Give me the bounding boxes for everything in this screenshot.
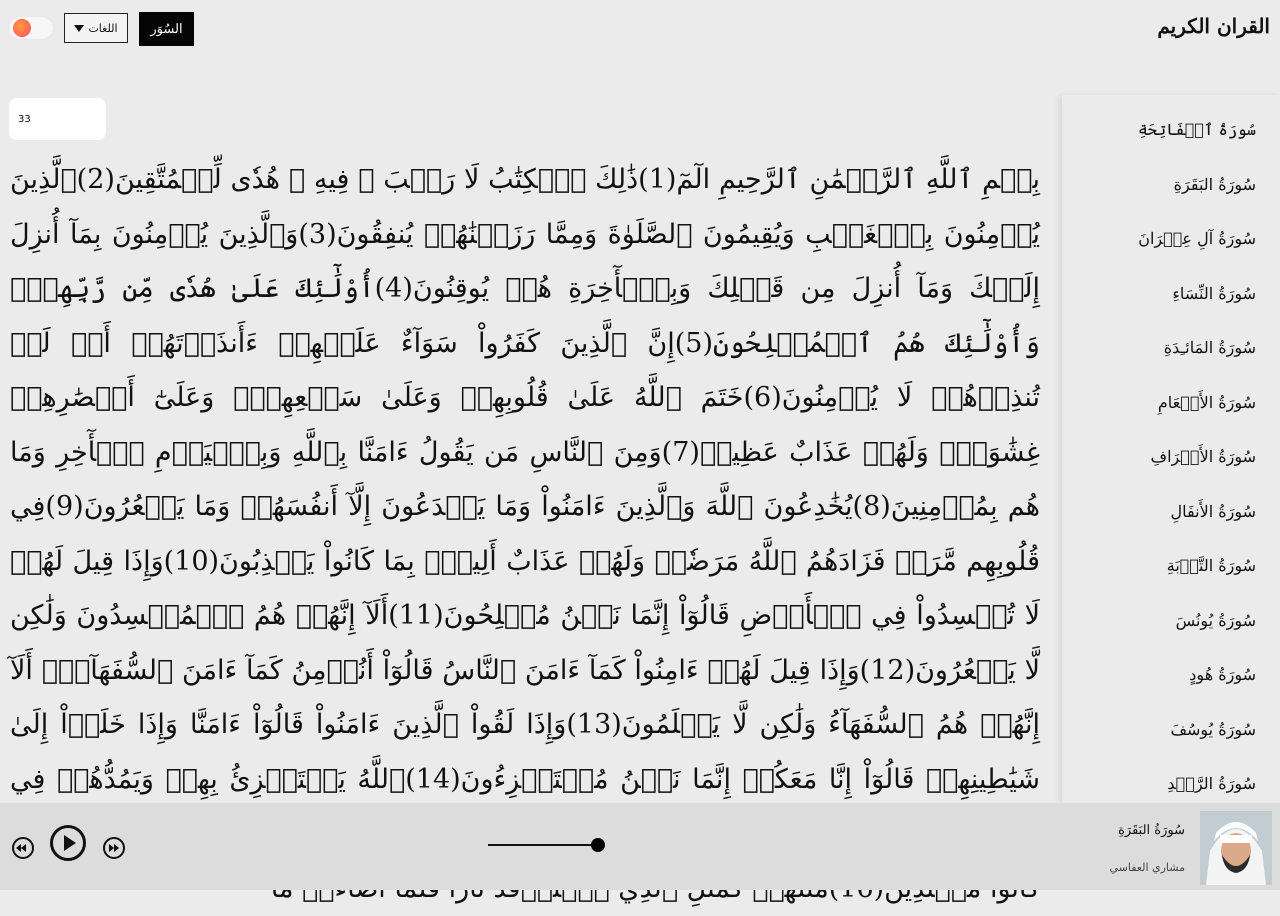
ayah-number: 33	[18, 114, 31, 125]
surah-list-item[interactable]: سُورَةُ هُودٍ	[1189, 665, 1256, 684]
surah-list-item[interactable]: سُورَةُ المَائـِدَةِ	[1163, 338, 1256, 357]
reciter-name: مشاري العفاسي	[1109, 861, 1185, 874]
fast-forward-icon-part	[114, 844, 119, 852]
languages-button[interactable]	[64, 13, 128, 43]
verse-text: يُخَٰدِعُونَ ٱللَّهَ وَٱلَّذِينَ ءَامَنُواْ وَمَا يَخۡدَعُونَ إِلَّآ أَنفُسَهُمۡ وَمَا يَشۡعُرُونَ(9)	[45, 491, 853, 522]
verse-text: أَلَآ إِنَّهُمۡ هُمُ ٱلۡمُفۡسِدُونَ وَلَٰكِن لَّا يَشۡعُرُونَ(12)	[10, 600, 1041, 686]
verse-text: بِسۡمِ ٱللَّهِ ٱلرَّحۡمَٰنِ ٱلرَّحِيمِ الٓمٓ(1)	[638, 164, 1040, 195]
verse-text: وَإِذَا قِيلَ لَهُمۡ لَا تُفۡسِدُواْ فِي ٱلۡأَرۡضِ قَالُوٓاْ إِنَّمَا نَحۡنُ مُصۡلِحُونَ(11)	[10, 545, 1041, 631]
play-button[interactable]	[50, 825, 86, 861]
verse-text: إِنَّ ٱلَّذِينَ كَفَرُواْ سَوَآءٌ عَلَيۡهِمۡ ءَأَنذَرۡتَهُمۡ أَمۡ لَمۡ تُنذِرۡهُمۡ لَا يُؤۡمِنُونَ(6)	[10, 327, 1041, 413]
progress-thumb[interactable]	[591, 838, 605, 852]
surah-list-item[interactable]: سُورَةُ يُونُسَ	[1175, 610, 1256, 630]
surah-list-item[interactable]: سُورَةُ آلِ عِمۡرَانَ	[1138, 229, 1256, 248]
app-title: القران الكريم	[1157, 14, 1270, 38]
verse-text: خَتَمَ ٱللَّهُ عَلَىٰ قُلُوبِهِمۡ وَعَلَىٰ سَمۡعِهِمۡۖ وَعَلَىٰٓ أَبۡصَٰرِهِمۡ غِشَٰوَةٞۖ وَلَهُمۡ عَذَابٌ عَظِيمٞ(7)	[10, 382, 1040, 468]
surah-list-item[interactable]: سُورَةُ التَّوۡبَةِ	[1166, 556, 1256, 575]
verse-text: وَإِذَا قِيلَ لَهُمۡ ءَامِنُواْ كَمَآ ءَامَنَ ٱلنَّاسُ قَالُوٓاْ أَنُؤۡمِنُ كَمَآ ءَامَنَ ٱلسُّفَهَآءُۗ أَلَآ إِنَّهُمۡ هُمُ ٱلسُّفَهَآءُ وَلَٰكِن لَّا يَعۡلَمُونَ(13)	[10, 654, 1041, 740]
fast-forward-icon	[109, 844, 114, 852]
progress-bar[interactable]	[488, 844, 598, 846]
surah-list	[1062, 95, 1280, 812]
reciter-avatar	[1200, 811, 1272, 885]
surah-list-item[interactable]: سُورَةُ البَقَرَةِ	[1173, 174, 1256, 194]
verse-text: وَٱلَّذِينَ يُؤۡمِنُونَ بِمَآ أُنزِلَ إِلَيۡكَ وَمَآ أُنزِلَ مِن قَبۡلِكَ وَبِٱلۡأٓخِرَةِ هُمۡ يُوقِنُونَ(4)	[10, 218, 1040, 304]
now-playing-title: سُورَةُ البَقَرَةِ	[1118, 823, 1185, 838]
header	[0, 0, 1280, 60]
verse-text: ٱللَّهُ يَسۡتَهۡزِئُ بِهِمۡ وَيَمُدُّهُمۡ فِي	[10, 763, 406, 795]
verse-text: ذَٰلِكَ ٱلۡكِتَٰبُ لَا رَيۡبَ ۛ فِيهِ ۛ هُدٗى لِّلۡمُتَّقِينَ(2)	[76, 164, 639, 195]
surah-list-item[interactable]: سُورَةُ الأَنفَالِ	[1170, 501, 1256, 521]
rewind-icon-part	[21, 844, 26, 852]
surah-list-item[interactable]: سُورَةُ الأَعۡرَافِ	[1150, 447, 1256, 466]
surah-list-item[interactable]: سُورَةُ الأَنۡعَامِ	[1157, 392, 1256, 412]
verses-text	[10, 153, 1040, 916]
surahs-button[interactable]: السُوَر	[139, 12, 194, 46]
verse-text: وَإِذَا لَقُواْ ٱلَّذِينَ ءَامَنُواْ قَالُوٓاْ ءَامَنَّا وَإِذَا خَلَوۡاْ إِلَىٰ شَيَٰطِينِهِمۡ قَالُوٓاْ إِنَّا مَعَكُمۡ إِنَّمَا نَحۡنُ مُسۡتَهۡزِءُونَ(14)	[10, 709, 1040, 795]
ayah-number-box[interactable]	[9, 98, 106, 140]
theme-toggle-knob	[13, 19, 31, 37]
theme-toggle[interactable]	[8, 16, 54, 40]
quran-reader	[0, 95, 1062, 803]
surah-list-item[interactable]: سُورَةُ الرَّعۡدِ	[1167, 774, 1256, 793]
audio-player	[0, 803, 1280, 890]
caret-down-icon	[74, 25, 84, 32]
verse-text: ٱلَّذِينَ يُؤۡمِنُونَ بِٱلۡغَيۡبِ وَيُقِيمُونَ ٱلصَّلَوٰةَ وَمِمَّا رَزَقۡنَٰهُمۡ يُنفِقُونَ(3)	[10, 164, 1040, 250]
verse-text: وَمِنَ ٱلنَّاسِ مَن يَقُولُ ءَامَنَّا بِٱللَّهِ وَبِٱلۡيَوۡمِ ٱلۡأٓخِرِ وَمَا هُم بِمُؤۡمِنِينَ(8)	[10, 436, 1040, 522]
rewind-icon	[16, 844, 21, 852]
fast-forward-button[interactable]	[103, 837, 125, 859]
surah-list-sidebar	[1062, 95, 1280, 803]
surah-list-item[interactable]: سُورَةُ يُوسُفَ	[1170, 719, 1256, 739]
surah-list-item[interactable]: سُورَةُ النِّسَاءِ	[1172, 283, 1256, 303]
languages-label: اللغات	[88, 21, 118, 35]
verse-text: أُوْلَٰٓئِكَ عَلَىٰ هُدٗى مِّن رَّبِّهِمۡۖ وَأُوْلَٰٓئِكَ هُمُ ٱلۡمُفۡلِحُونَ(5)	[10, 273, 1040, 359]
verse-text: فِي قُلُوبِهِم مَّرَضٞ فَزَادَهُمُ ٱللَّهُ مَرَضٗاۖ وَلَهُمۡ عَذَابٌ أَلِيمُۢ بِمَا كَانُواْ يَكۡذِبُونَ(10)	[10, 491, 1040, 577]
rewind-button[interactable]	[12, 837, 34, 859]
surah-list-item[interactable]: سُورَةُ ٱلۡفَاتِحَةِ	[1137, 120, 1256, 139]
